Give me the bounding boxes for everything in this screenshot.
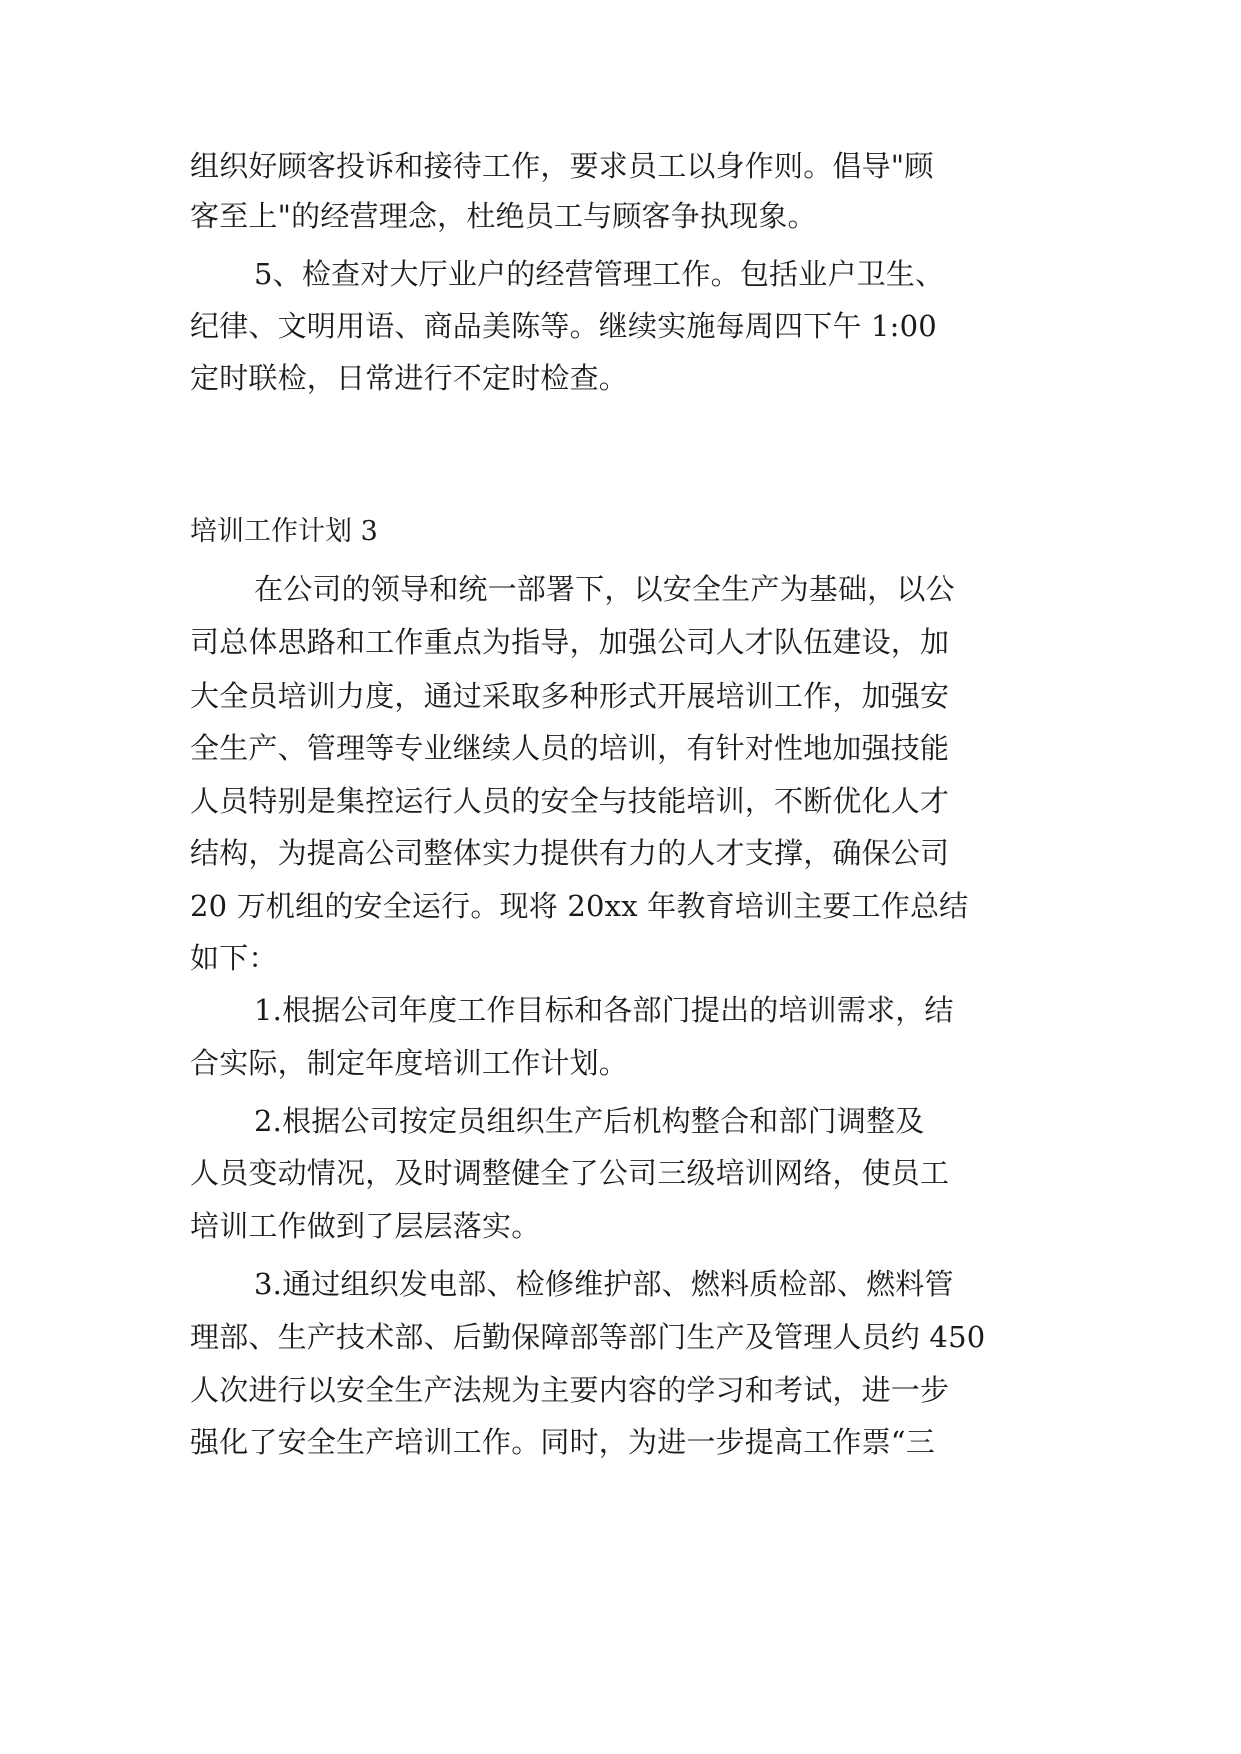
item-1-line-1: 1.根据公司年度工作目标和各部门提出的培训需求，结	[254, 993, 954, 1027]
item-3-line-1: 3.通过组织发电部、检修维护部、燃料质检部、燃料管	[254, 1267, 954, 1301]
item-5-line-2: 纪律、文明用语、商品美陈等。继续实施每周四下午 1:00	[190, 309, 937, 343]
intro-line-8: 如下：	[190, 941, 278, 975]
continuation-line-1: 组织好顾客投诉和接待工作，要求员工以身作则。倡导"顾	[190, 149, 934, 183]
item-2-line-3: 培训工作做到了层层落实。	[190, 1209, 541, 1243]
item-3-line-2: 理部、生产技术部、后勤保障部等部门生产及管理人员约 450	[190, 1320, 986, 1354]
item-2-line-2: 人员变动情况，及时调整健全了公司三级培训网络，使员工	[190, 1156, 950, 1190]
item-1-line-2: 合实际，制定年度培训工作计划。	[190, 1046, 629, 1080]
section-heading: 培训工作计划 3	[190, 516, 378, 547]
item-2-line-1: 2.根据公司按定员组织生产后机构整合和部门调整及	[254, 1104, 925, 1138]
continuation-line-2: 客至上"的经营理念，杜绝员工与顾客争执现象。	[190, 199, 817, 233]
item-5-line-3: 定时联检，日常进行不定时检查。	[190, 361, 629, 395]
item-3-line-3: 人次进行以安全生产法规为主要内容的学习和考试，进一步	[190, 1373, 950, 1407]
item-3-line-4: 强化了安全生产培训工作。同时，为进一步提高工作票“三	[190, 1425, 936, 1459]
intro-line-7: 20 万机组的安全运行。现将 20xx 年教育培训主要工作总结	[190, 889, 969, 923]
intro-line-1: 在公司的领导和统一部署下，以安全生产为基础，以公	[254, 572, 955, 606]
item-5-line-1: 5、检查对大厅业户的经营管理工作。包括业户卫生、	[254, 257, 945, 291]
intro-line-2: 司总体思路和工作重点为指导，加强公司人才队伍建设，加	[190, 625, 950, 659]
intro-line-3: 大全员培训力度，通过采取多种形式开展培训工作，加强安	[190, 679, 950, 713]
intro-line-5: 人员特别是集控运行人员的安全与技能培训，不断优化人才	[190, 784, 950, 818]
intro-line-6: 结构，为提高公司整体实力提供有力的人才支撑，确保公司	[190, 836, 950, 870]
intro-line-4: 全生产、管理等专业继续人员的培训，有针对性地加强技能	[190, 731, 950, 765]
